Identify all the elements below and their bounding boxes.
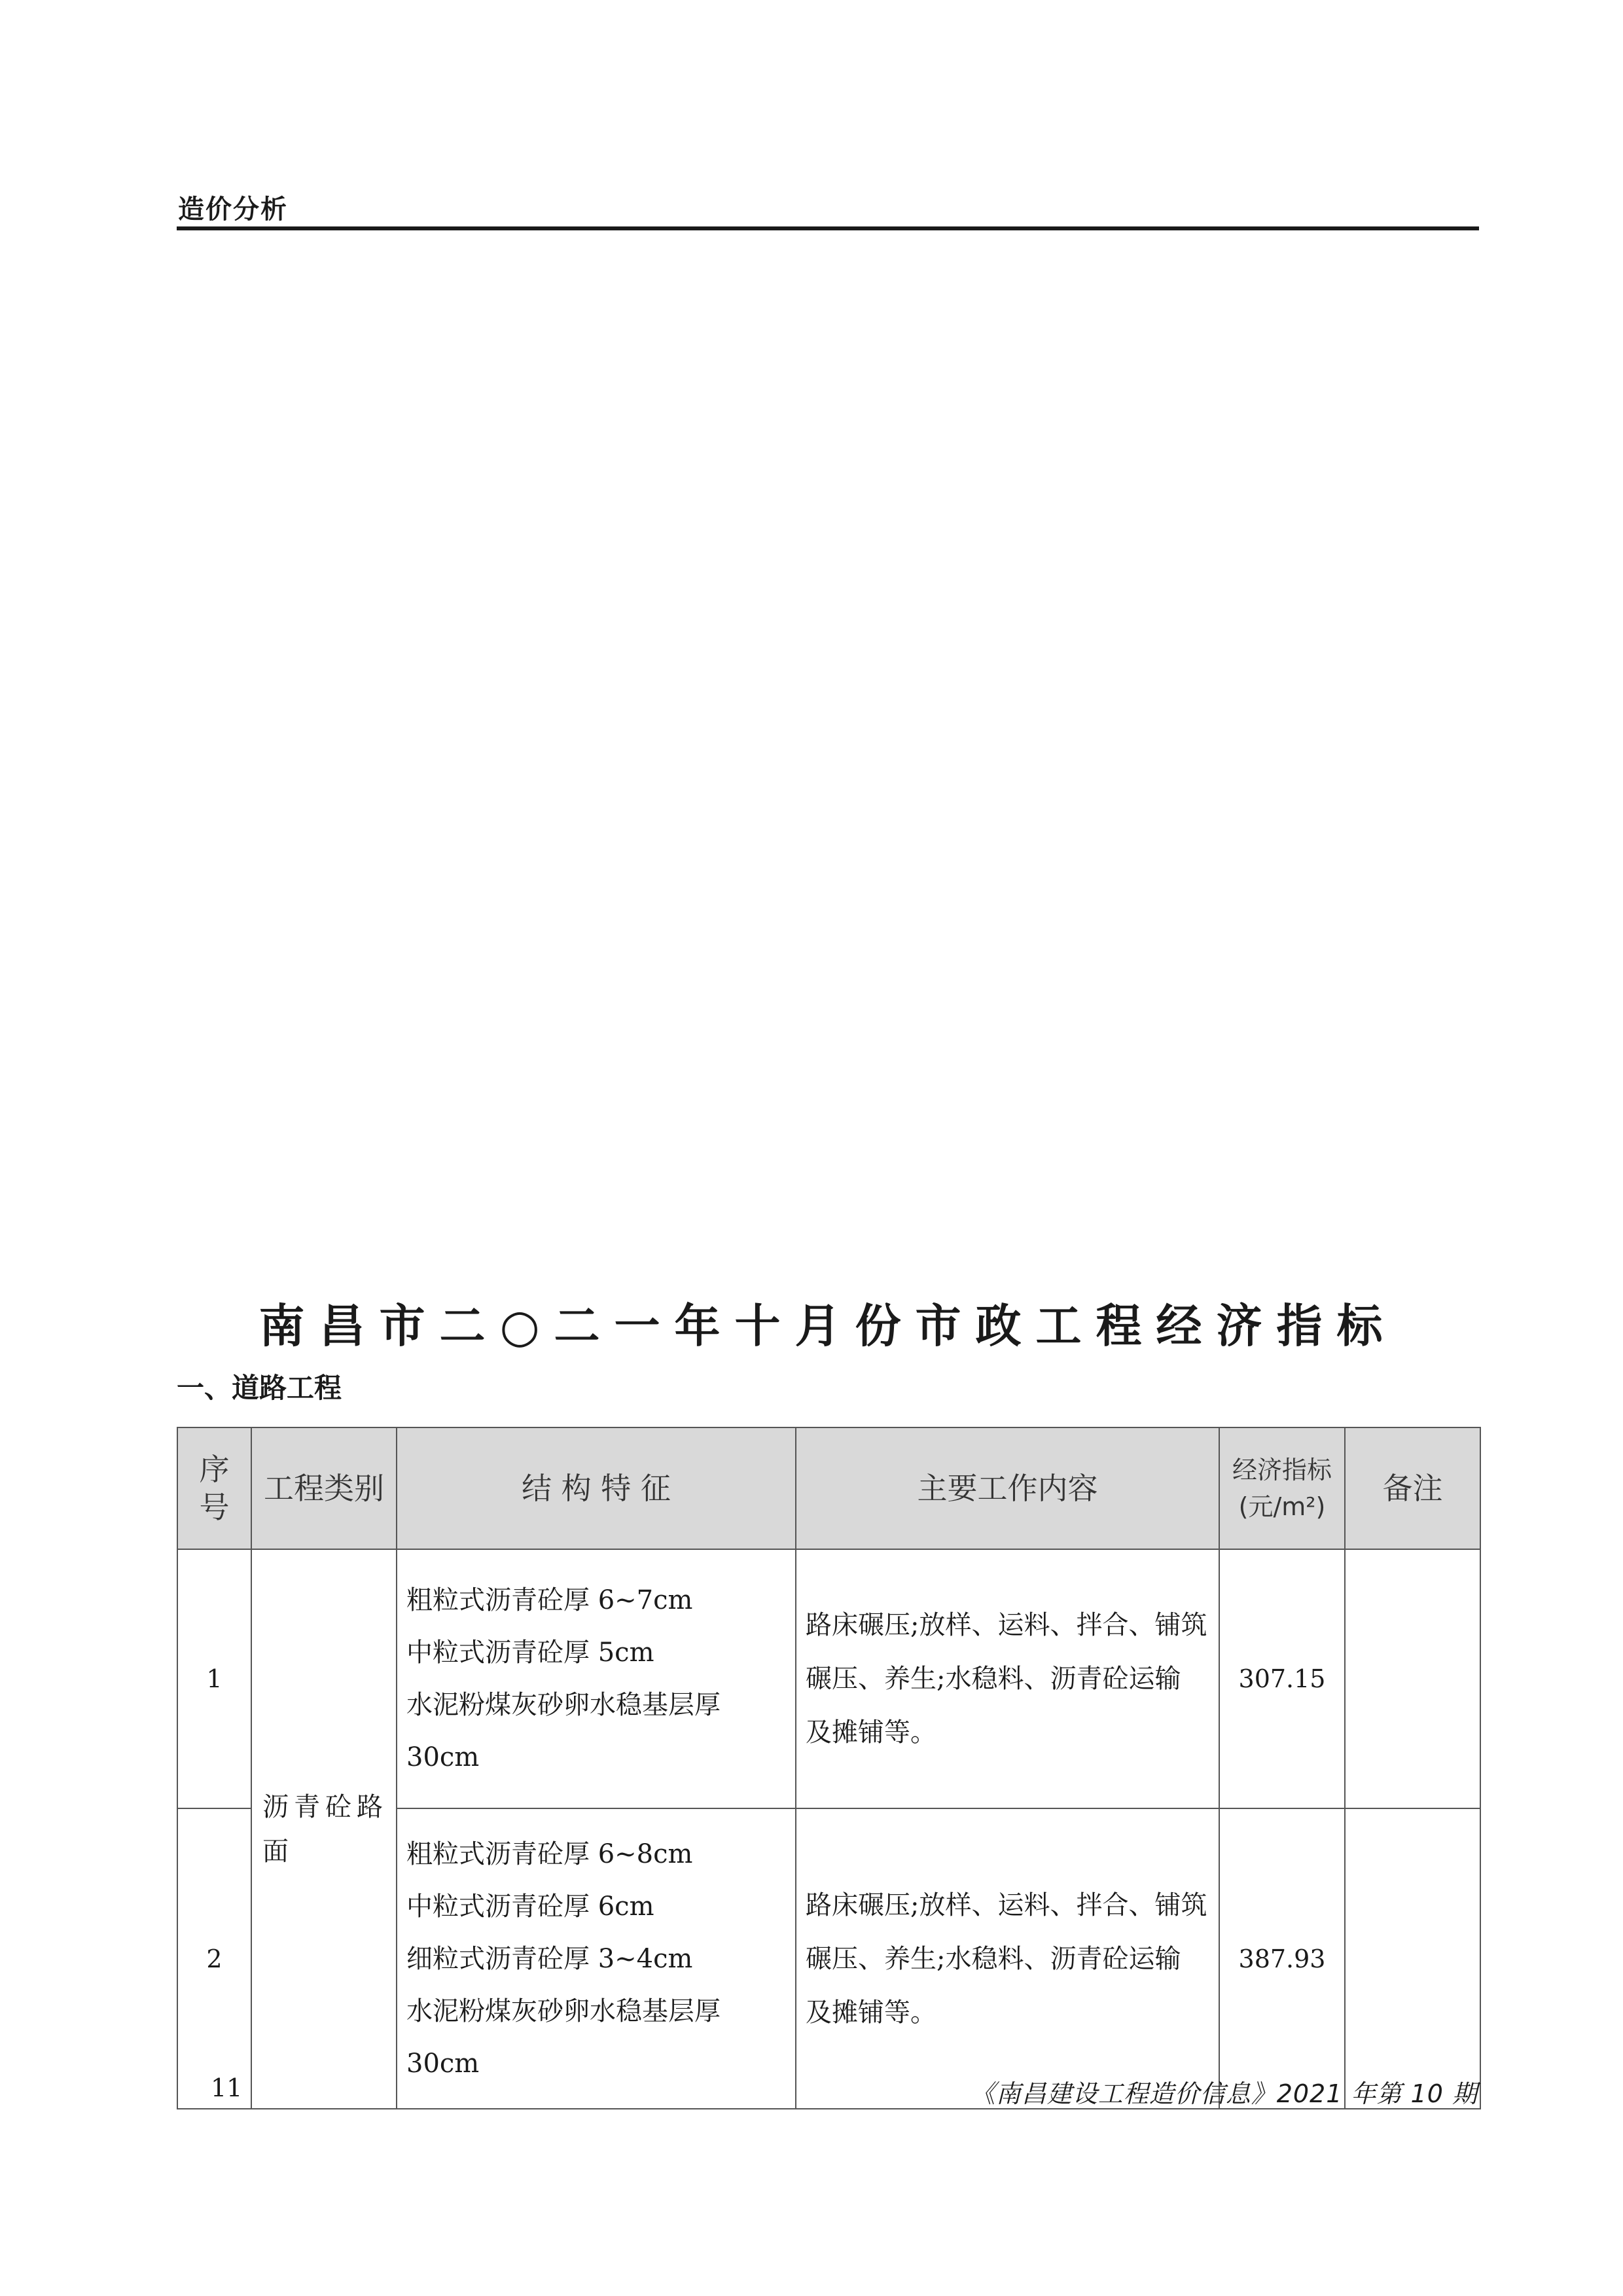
- economic-index-table: [177, 1427, 1481, 2109]
- feature-line: 30cm: [406, 1742, 480, 1772]
- col-header-remark: 备注: [1345, 1427, 1480, 1549]
- col-header-seq-line: 序: [199, 1452, 230, 1487]
- row-category: 沥青砼路面: [251, 1549, 397, 2109]
- col-header-category: 工程类别: [251, 1427, 397, 1549]
- col-header-econ-unit: (元/m²): [1238, 1492, 1326, 1521]
- col-header-econ: [1219, 1427, 1345, 1549]
- row-features: [397, 1808, 796, 2109]
- journal-footer: 《南昌建设工程造价信息》2021 年第 10 期: [970, 2079, 1478, 2108]
- table-header-row: [177, 1427, 1480, 1549]
- row-econ: 387.93: [1219, 1808, 1345, 2109]
- section-title: 一、道路工程: [177, 1372, 342, 1404]
- work-line: 碾压、养生;水稳料、沥青砼运输: [806, 1664, 1181, 1694]
- feature-line: 中粒式沥青砼厚 6cm: [406, 1891, 654, 1922]
- col-header-econ-line: 经济指标: [1232, 1456, 1332, 1484]
- page-number: 11: [211, 2073, 243, 2102]
- row-features: [397, 1549, 796, 1808]
- col-header-seq-line: 号: [199, 1490, 230, 1525]
- feature-line: 水泥粉煤灰砂卵水稳基层厚: [406, 1996, 721, 2026]
- row-econ: 307.15: [1219, 1549, 1345, 1808]
- row-seq: 2: [177, 1808, 251, 2109]
- work-line: 路床碾压;放样、运料、拌合、铺筑: [806, 1610, 1207, 1640]
- work-line: 碾压、养生;水稳料、沥青砼运输: [806, 1943, 1181, 1974]
- feature-line: 粗粒式沥青砼厚 6~8cm: [406, 1839, 693, 1869]
- row-remark: [1345, 1808, 1480, 2109]
- work-line: 及摊铺等。: [806, 1997, 936, 2028]
- feature-line: 30cm: [406, 2048, 480, 2079]
- work-line: 及摊铺等。: [806, 1717, 936, 1748]
- feature-line: 中粒式沥青砼厚 5cm: [406, 1638, 654, 1668]
- col-header-work: 主要工作内容: [796, 1427, 1219, 1549]
- row-work: [796, 1549, 1219, 1808]
- col-header-features: 结 构 特 征: [397, 1427, 796, 1549]
- header-rule: [177, 226, 1479, 230]
- page-title: 南昌市二○二一年十月份市政工程经济指标: [259, 1299, 1397, 1353]
- feature-line: 水泥粉煤灰砂卵水稳基层厚: [406, 1690, 721, 1720]
- section-header: 造价分析: [178, 194, 288, 224]
- work-line: 路床碾压;放样、运料、拌合、铺筑: [806, 1890, 1207, 1920]
- table-row: [177, 1549, 1480, 1808]
- row-work: [796, 1808, 1219, 2109]
- row-remark: [1345, 1549, 1480, 1808]
- row-seq: 1: [177, 1549, 251, 1808]
- feature-line: 细粒式沥青砼厚 3~4cm: [406, 1943, 693, 1974]
- feature-line: 粗粒式沥青砼厚 6~7cm: [406, 1585, 693, 1615]
- col-header-seq: [177, 1427, 251, 1549]
